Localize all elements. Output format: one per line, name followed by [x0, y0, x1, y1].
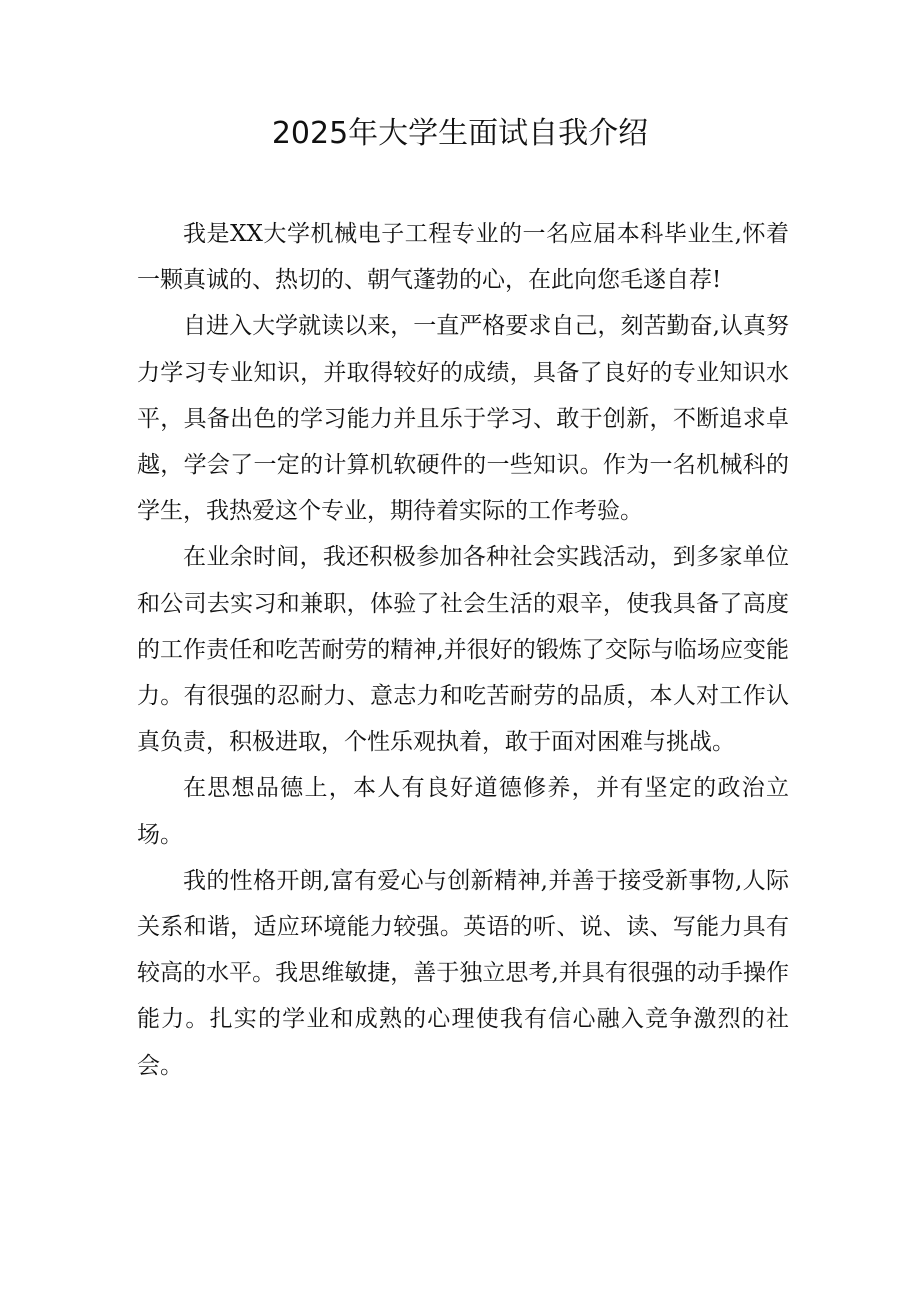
paragraph-intro: 我是XX大学机械电子工程专业的一名应届本科毕业生,怀着一颗真诚的、热切的、朝气蓬勃的心，在此向您毛遂自荐!	[137, 221, 789, 294]
paragraph-morality: 在思想品德上，本人有良好道德修养，并有坚定的政治立场。	[137, 775, 789, 848]
paragraph-practice: 在业余时间，我还积极参加各种社会实践活动，到多家单位和公司去实习和兼职，体验了社会生活的艰辛，使我具备了高度的工作责任和吃苦耐劳的精神,并很好的锻炼了交际与临场应变能力。有很强的忍耐力、意志力和吃苦耐劳的品质，本人对工作认真负责，积极进取，个性乐观执着，敢于面对困难与挑战。	[137, 544, 789, 756]
paragraph-study: 自进入大学就读以来，一直严格要求自己，刻苦勤奋,认真努力学习专业知识，并取得较好的成绩，具备了良好的专业知识水平，具备出色的学习能力并且乐于学习、敢于创新，不断追求卓越，学会了一定的计算机软硬件的一些知识。作为一名机械科的学生，我热爱这个专业，期待着实际的工作考验。	[137, 313, 789, 525]
paragraph-personality: 我的性格开朗,富有爱心与创新精神,并善于接受新事物,人际关系和谐，适应环境能力较强。英语的听、说、读、写能力具有较高的水平。我思维敏捷，善于独立思考,并具有很强的动手操作能力。扎实的学业和成熟的心理使我有信心融入竞争激烈的社会。	[137, 867, 789, 1079]
document-body	[137, 211, 789, 1089]
document-title: 2025年大学生面试自我介绍	[271, 116, 649, 151]
